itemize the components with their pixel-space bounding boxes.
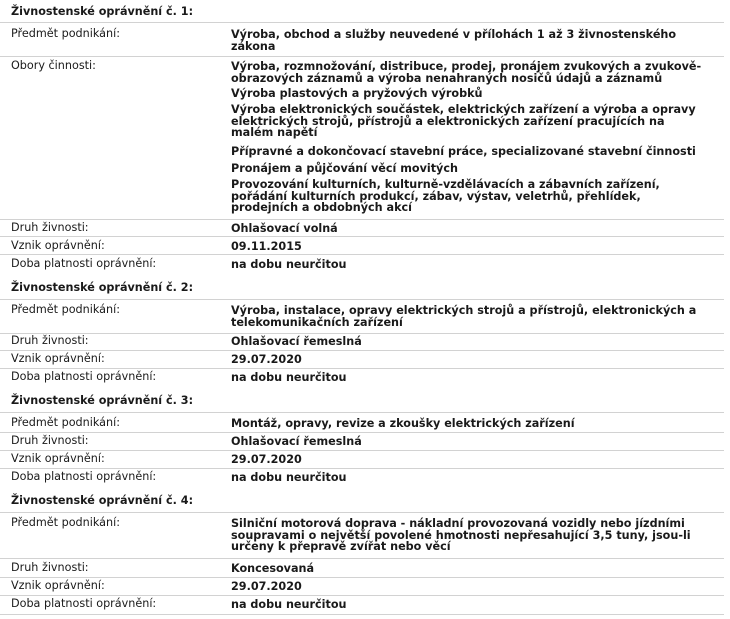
- druh-value: Ohlašovací volná: [231, 222, 338, 235]
- divider: [0, 236, 724, 237]
- divider: [0, 254, 724, 255]
- obor-item: Provozování kulturních, kulturně-vzdělávacích a zábavních zařízení, pořádání kulturních produkcí, zábav, výstav, veletrhů, přehlídek, prodejních a obdobných akcí: [231, 178, 660, 214]
- divider: [0, 614, 724, 615]
- divider: [0, 468, 724, 469]
- divider: [0, 595, 724, 596]
- vznik-label: Vznik oprávnění:: [11, 579, 105, 592]
- predmet-value: Silniční motorová doprava - nákladní provozovaná vozidly nebo jízdními soupravami o největší povolené hmotnosti nepřesahující 3,5 tuny, jsou-li určeny k přepravě zvířat nebo věcí: [231, 517, 691, 553]
- predmet-value: Výroba, obchod a služby neuvedené v přílohách 1 až 3 živnostenského zákona: [231, 28, 677, 53]
- divider: [0, 432, 724, 433]
- obor-item: Výroba plastových a pryžových výrobků: [231, 87, 483, 100]
- vznik-value: 09.11.2015: [231, 240, 302, 253]
- doba-value: na dobu neurčitou: [231, 598, 347, 611]
- predmet-label: Předmět podnikání:: [11, 516, 120, 529]
- obor-item: Výroba, rozmnožování, distribuce, prodej, pronájem zvukových a zvukově-obrazových záznamů a výroba nenahraných nosičů údajů a záznamů: [231, 60, 702, 85]
- predmet-label: Předmět podnikání:: [11, 416, 120, 429]
- vznik-label: Vznik oprávnění:: [11, 352, 105, 365]
- obory-label: Obory činnosti:: [11, 59, 96, 72]
- predmet-label: Předmět podnikání:: [11, 27, 120, 40]
- doba-value: na dobu neurčitou: [231, 471, 347, 484]
- section-2-title: Živnostenské oprávnění č. 2:: [11, 281, 194, 294]
- obor-item: Výroba elektronických součástek, elektrických zařízení a výroba a opravy elektrických strojů, přístrojů a elektronických zařízení pracujících na malém napětí: [231, 103, 696, 139]
- divider: [0, 512, 724, 513]
- section-1-title: Živnostenské oprávnění č. 1:: [11, 5, 194, 18]
- divider: [0, 577, 724, 578]
- druh-label: Druh živnosti:: [11, 561, 89, 574]
- divider: [0, 350, 724, 351]
- section-4-title: Živnostenské oprávnění č. 4:: [11, 494, 194, 507]
- vznik-value: 29.07.2020: [231, 580, 302, 593]
- divider: [0, 450, 724, 451]
- obor-item: Přípravné a dokončovací stavební práce, specializované stavební činnosti: [231, 145, 696, 158]
- doba-label: Doba platnosti oprávnění:: [11, 597, 157, 610]
- vznik-label: Vznik oprávnění:: [11, 239, 105, 252]
- vznik-label: Vznik oprávnění:: [11, 452, 105, 465]
- obor-item: Pronájem a půjčování věcí movitých: [231, 162, 458, 175]
- divider: [0, 22, 724, 23]
- vznik-value: 29.07.2020: [231, 353, 302, 366]
- doba-label: Doba platnosti oprávnění:: [11, 470, 157, 483]
- doba-label: Doba platnosti oprávnění:: [11, 257, 157, 270]
- divider: [0, 558, 724, 559]
- druh-value: Koncesovaná: [231, 562, 315, 575]
- doba-label: Doba platnosti oprávnění:: [11, 370, 157, 383]
- divider: [0, 412, 724, 413]
- divider: [0, 219, 724, 220]
- divider: [0, 333, 724, 334]
- predmet-value: Výroba, instalace, opravy elektrických strojů a přístrojů, elektronických a telekomunikačních zařízení: [231, 304, 697, 329]
- druh-label: Druh živnosti:: [11, 221, 89, 234]
- vznik-value: 29.07.2020: [231, 453, 302, 466]
- divider: [0, 56, 724, 57]
- druh-label: Druh živnosti:: [11, 334, 89, 347]
- doba-value: na dobu neurčitou: [231, 258, 347, 271]
- druh-label: Druh živnosti:: [11, 434, 89, 447]
- predmet-label: Předmět podnikání:: [11, 303, 120, 316]
- divider: [0, 368, 724, 369]
- druh-value: Ohlašovací řemeslná: [231, 435, 362, 448]
- divider: [0, 299, 724, 300]
- section-3-title: Živnostenské oprávnění č. 3:: [11, 394, 194, 407]
- doba-value: na dobu neurčitou: [231, 371, 347, 384]
- druh-value: Ohlašovací řemeslná: [231, 335, 362, 348]
- predmet-value: Montáž, opravy, revize a zkoušky elektrických zařízení: [231, 417, 575, 430]
